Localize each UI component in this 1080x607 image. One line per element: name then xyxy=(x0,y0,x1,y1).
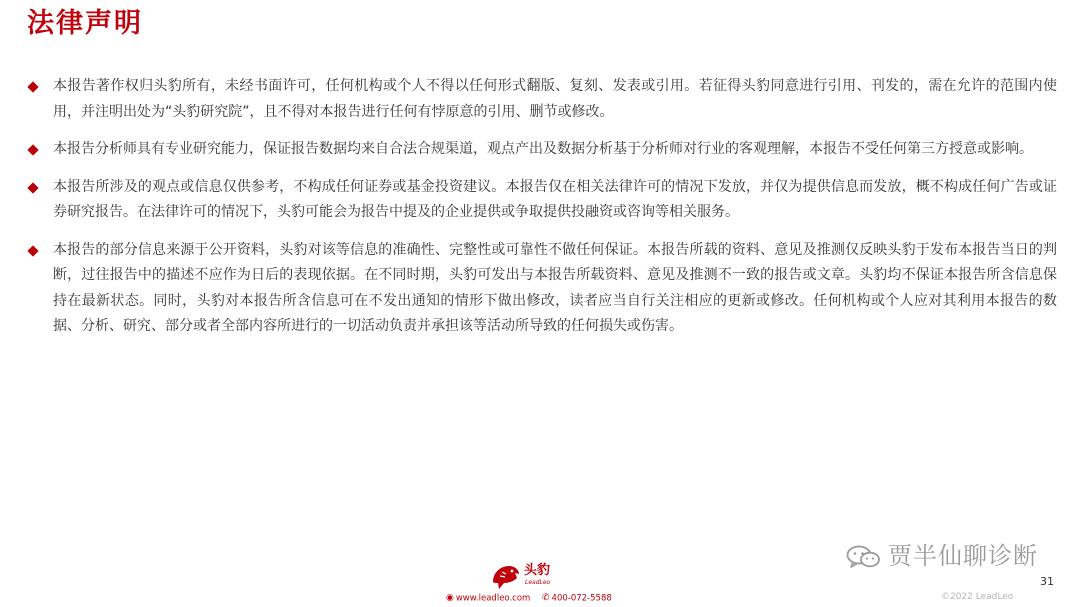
diamond-bullet-icon xyxy=(27,245,39,257)
leadleo-logo xyxy=(490,562,570,590)
phone-contact xyxy=(542,593,612,604)
disclaimer-text: 本报告著作权归头豹所有，未经书面许可，任何机构或个人不得以任何形式翻版、复刻、发表或引用。若征得头豹同意进行引用、刊发的，需在允许的范围内使用，并注明出处为“头豹研究院”，且不得对本报告进行任何有悖原意的引用、删节或修改。 xyxy=(53,78,1057,120)
website-link[interactable] xyxy=(446,593,530,604)
page-number: 31 xyxy=(1040,575,1054,588)
disclaimer-item xyxy=(27,74,1057,125)
logo-chinese-text: 头豹 xyxy=(524,563,551,578)
disclaimer-item xyxy=(27,137,1057,163)
watermark-text: 贾半仙聊诊断 xyxy=(888,542,1038,570)
diamond-bullet-icon xyxy=(27,81,39,93)
page-title: 法律声明 xyxy=(27,8,143,39)
disclaimer-item xyxy=(27,175,1057,226)
diamond-bullet-icon xyxy=(27,144,39,156)
phone-text: 400-072-5588 xyxy=(551,593,612,604)
phone-icon: ✆ xyxy=(542,593,550,603)
disclaimer-item xyxy=(27,238,1057,340)
logo-english-text: LeadLeo xyxy=(525,579,551,586)
website-text: www.leadleo.com xyxy=(455,593,531,604)
disclaimer-text: 本报告分析师具有专业研究能力，保证报告数据均来自合法合规渠道，观点产出及数据分析基于分析师对行业的客观理解，本报告不受任何第三方授意或影响。 xyxy=(53,141,1033,157)
footer xyxy=(0,560,1080,607)
copyright: ©2022 LeadLeo xyxy=(941,592,1014,602)
disclaimer-list xyxy=(27,74,1057,352)
disclaimer-text: 本报告所涉及的观点或信息仅供参考，不构成任何证券或基金投资建议。本报告仅在相关法律许可的情况下发放，并仅为提供信息而发放，概不构成任何广告或证券研究报告。在法律许可的情况下，头豹可能会为报告中提及的企业提供或争取提供投融资或咨询等相关服务。 xyxy=(53,178,1057,220)
leopard-logo-icon xyxy=(490,562,522,590)
disclaimer-text: 本报告的部分信息来源于公开资料，头豹对该等信息的准确性、完整性或可靠性不做任何保证。本报告所载的资料、意见及推测仅反映头豹于发布本报告当日的判断，过往报告中的描述不应作为日后的表现依据。在不同时期，头豹可发出与本报告所载资料、意见及推测不一致的报告或文章。头豹均不保证本报告所含信息保持在最新状态。同时，头豹对本报告所含信息可在不发出通知的情形下做出修改，读者应当自行关注相应的更新或修改。任何机构或个人应对其利用本报告的数据、分析、研究、部分或者全部内容所进行的一切活动负责并承担该等活动所导致的任何损失或伤害。 xyxy=(53,241,1057,334)
globe-icon: ◉ xyxy=(446,593,454,603)
diamond-bullet-icon xyxy=(27,182,39,194)
